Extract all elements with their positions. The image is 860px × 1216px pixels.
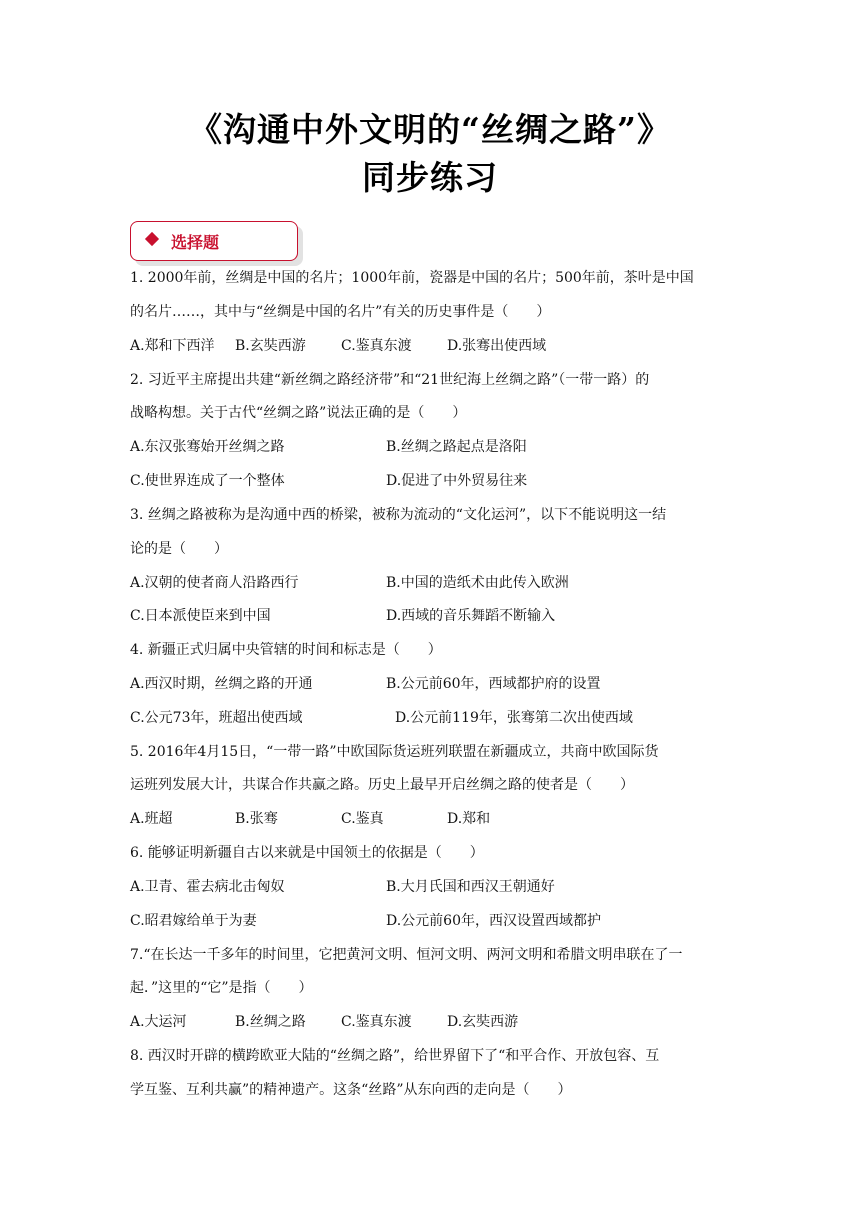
- question-1-line-1: 1. 2000年前，丝绸是中国的名片；1000年前，瓷器是中国的名片；500年前，茶叶是中国: [130, 270, 694, 286]
- q7-option-a: A.大运河: [130, 1014, 187, 1030]
- document-subtitle: 同步练习: [362, 158, 498, 197]
- q3-option-b: B.中国的造纸术由此传入欧洲: [386, 575, 569, 591]
- q3-option-a: A.汉朝的使者商人沿路西行: [130, 575, 299, 591]
- q5-option-b: B.张骞: [235, 811, 278, 827]
- q7-option-c: C.鉴真东渡: [341, 1014, 412, 1030]
- question-2-line-1: 2. 习近平主席提出共建“新丝绸之路经济带”和“21世纪海上丝绸之路”（一带一路）的: [130, 372, 650, 388]
- question-8-line-1: 8. 西汉时开辟的横跨欧亚大陆的“丝绸之路”，给世界留下了“和平合作、开放包容、互: [130, 1048, 660, 1064]
- q6-option-b: B.大月氏国和西汉王朝通好: [386, 879, 555, 895]
- q2-option-b: B.丝绸之路起点是洛阳: [386, 439, 527, 455]
- q2-option-c: C.使世界连成了一个整体: [130, 473, 285, 489]
- q1-option-d: D.张骞出使西域: [447, 338, 547, 354]
- q7-option-b: B.丝绸之路: [235, 1014, 306, 1030]
- q3-option-c: C.日本派使臣来到中国: [130, 608, 271, 624]
- q4-option-d: D.公元前119年，张骞第二次出使西域: [395, 710, 633, 726]
- q4-option-c: C.公元73年，班超出使西域: [130, 710, 303, 726]
- question-3-line-1: 3. 丝绸之路被称为是沟通中西的桥梁，被称为流动的“文化运河”，以下不能说明这一结: [130, 507, 667, 523]
- q6-option-c: C.昭君嫁给单于为妻: [130, 913, 257, 929]
- q5-option-d: D.郑和: [447, 811, 491, 827]
- q1-option-a: A.郑和下西洋: [130, 338, 215, 354]
- section-header-multiple-choice: [130, 221, 298, 261]
- question-8-line-2: 学互鉴、互利共赢”的精神遗产。这条“丝路”从东向西的走向是（ ）: [130, 1082, 572, 1098]
- q7-option-d: D.玄奘西游: [447, 1014, 519, 1030]
- q4-option-b: B.公元前60年，西域都护府的设置: [386, 676, 601, 692]
- question-2-line-2: 战略构想。关于古代“丝绸之路”说法正确的是（ ）: [130, 405, 467, 421]
- question-7-line-1: 7.“在长达一千多年的时间里，它把黄河文明、恒河文明、两河文明和希腊文明串联在了一: [130, 947, 683, 963]
- q5-option-a: A.班超: [130, 811, 173, 827]
- q3-option-d: D.西域的音乐舞蹈不断输入: [386, 608, 556, 624]
- document-title: 《沟通中外文明的“丝绸之路”》: [189, 110, 671, 149]
- q4-option-a: A.西汉时期，丝绸之路的开通: [130, 676, 313, 692]
- q1-option-c: C.鉴真东渡: [341, 338, 412, 354]
- q5-option-c: C.鉴真: [341, 811, 384, 827]
- question-4-line-1: 4. 新疆正式归属中央管辖的时间和标志是（ ）: [130, 642, 442, 658]
- q6-option-a: A.卫青、霍去病北击匈奴: [130, 879, 285, 895]
- question-1-line-2: 的名片……，其中与“丝绸是中国的名片”有关的历史事件是（ ）: [130, 304, 551, 320]
- q2-option-d: D.促进了中外贸易往来: [386, 473, 528, 489]
- diamond-bullet-icon: [145, 232, 159, 246]
- q6-option-d: D.公元前60年，西汉设置西域都护: [386, 913, 601, 929]
- q2-option-a: A.东汉张骞始开丝绸之路: [130, 439, 285, 455]
- question-6-line-1: 6. 能够证明新疆自古以来就是中国领土的依据是（ ）: [130, 845, 484, 861]
- question-3-line-2: 论的是（ ）: [130, 541, 228, 557]
- q1-option-b: B.玄奘西游: [235, 338, 306, 354]
- question-5-line-1: 5. 2016年4月15日，“一带一路”中欧国际货运班列联盟在新疆成立，共商中欧国际货: [130, 744, 659, 760]
- question-7-line-2: 起．”这里的“它”是指（ ）: [130, 980, 313, 996]
- section-label: 选择题: [171, 233, 220, 252]
- question-5-line-2: 运班列发展大计，共谋合作共赢之路。历史上最早开启丝绸之路的使者是（ ）: [130, 777, 634, 793]
